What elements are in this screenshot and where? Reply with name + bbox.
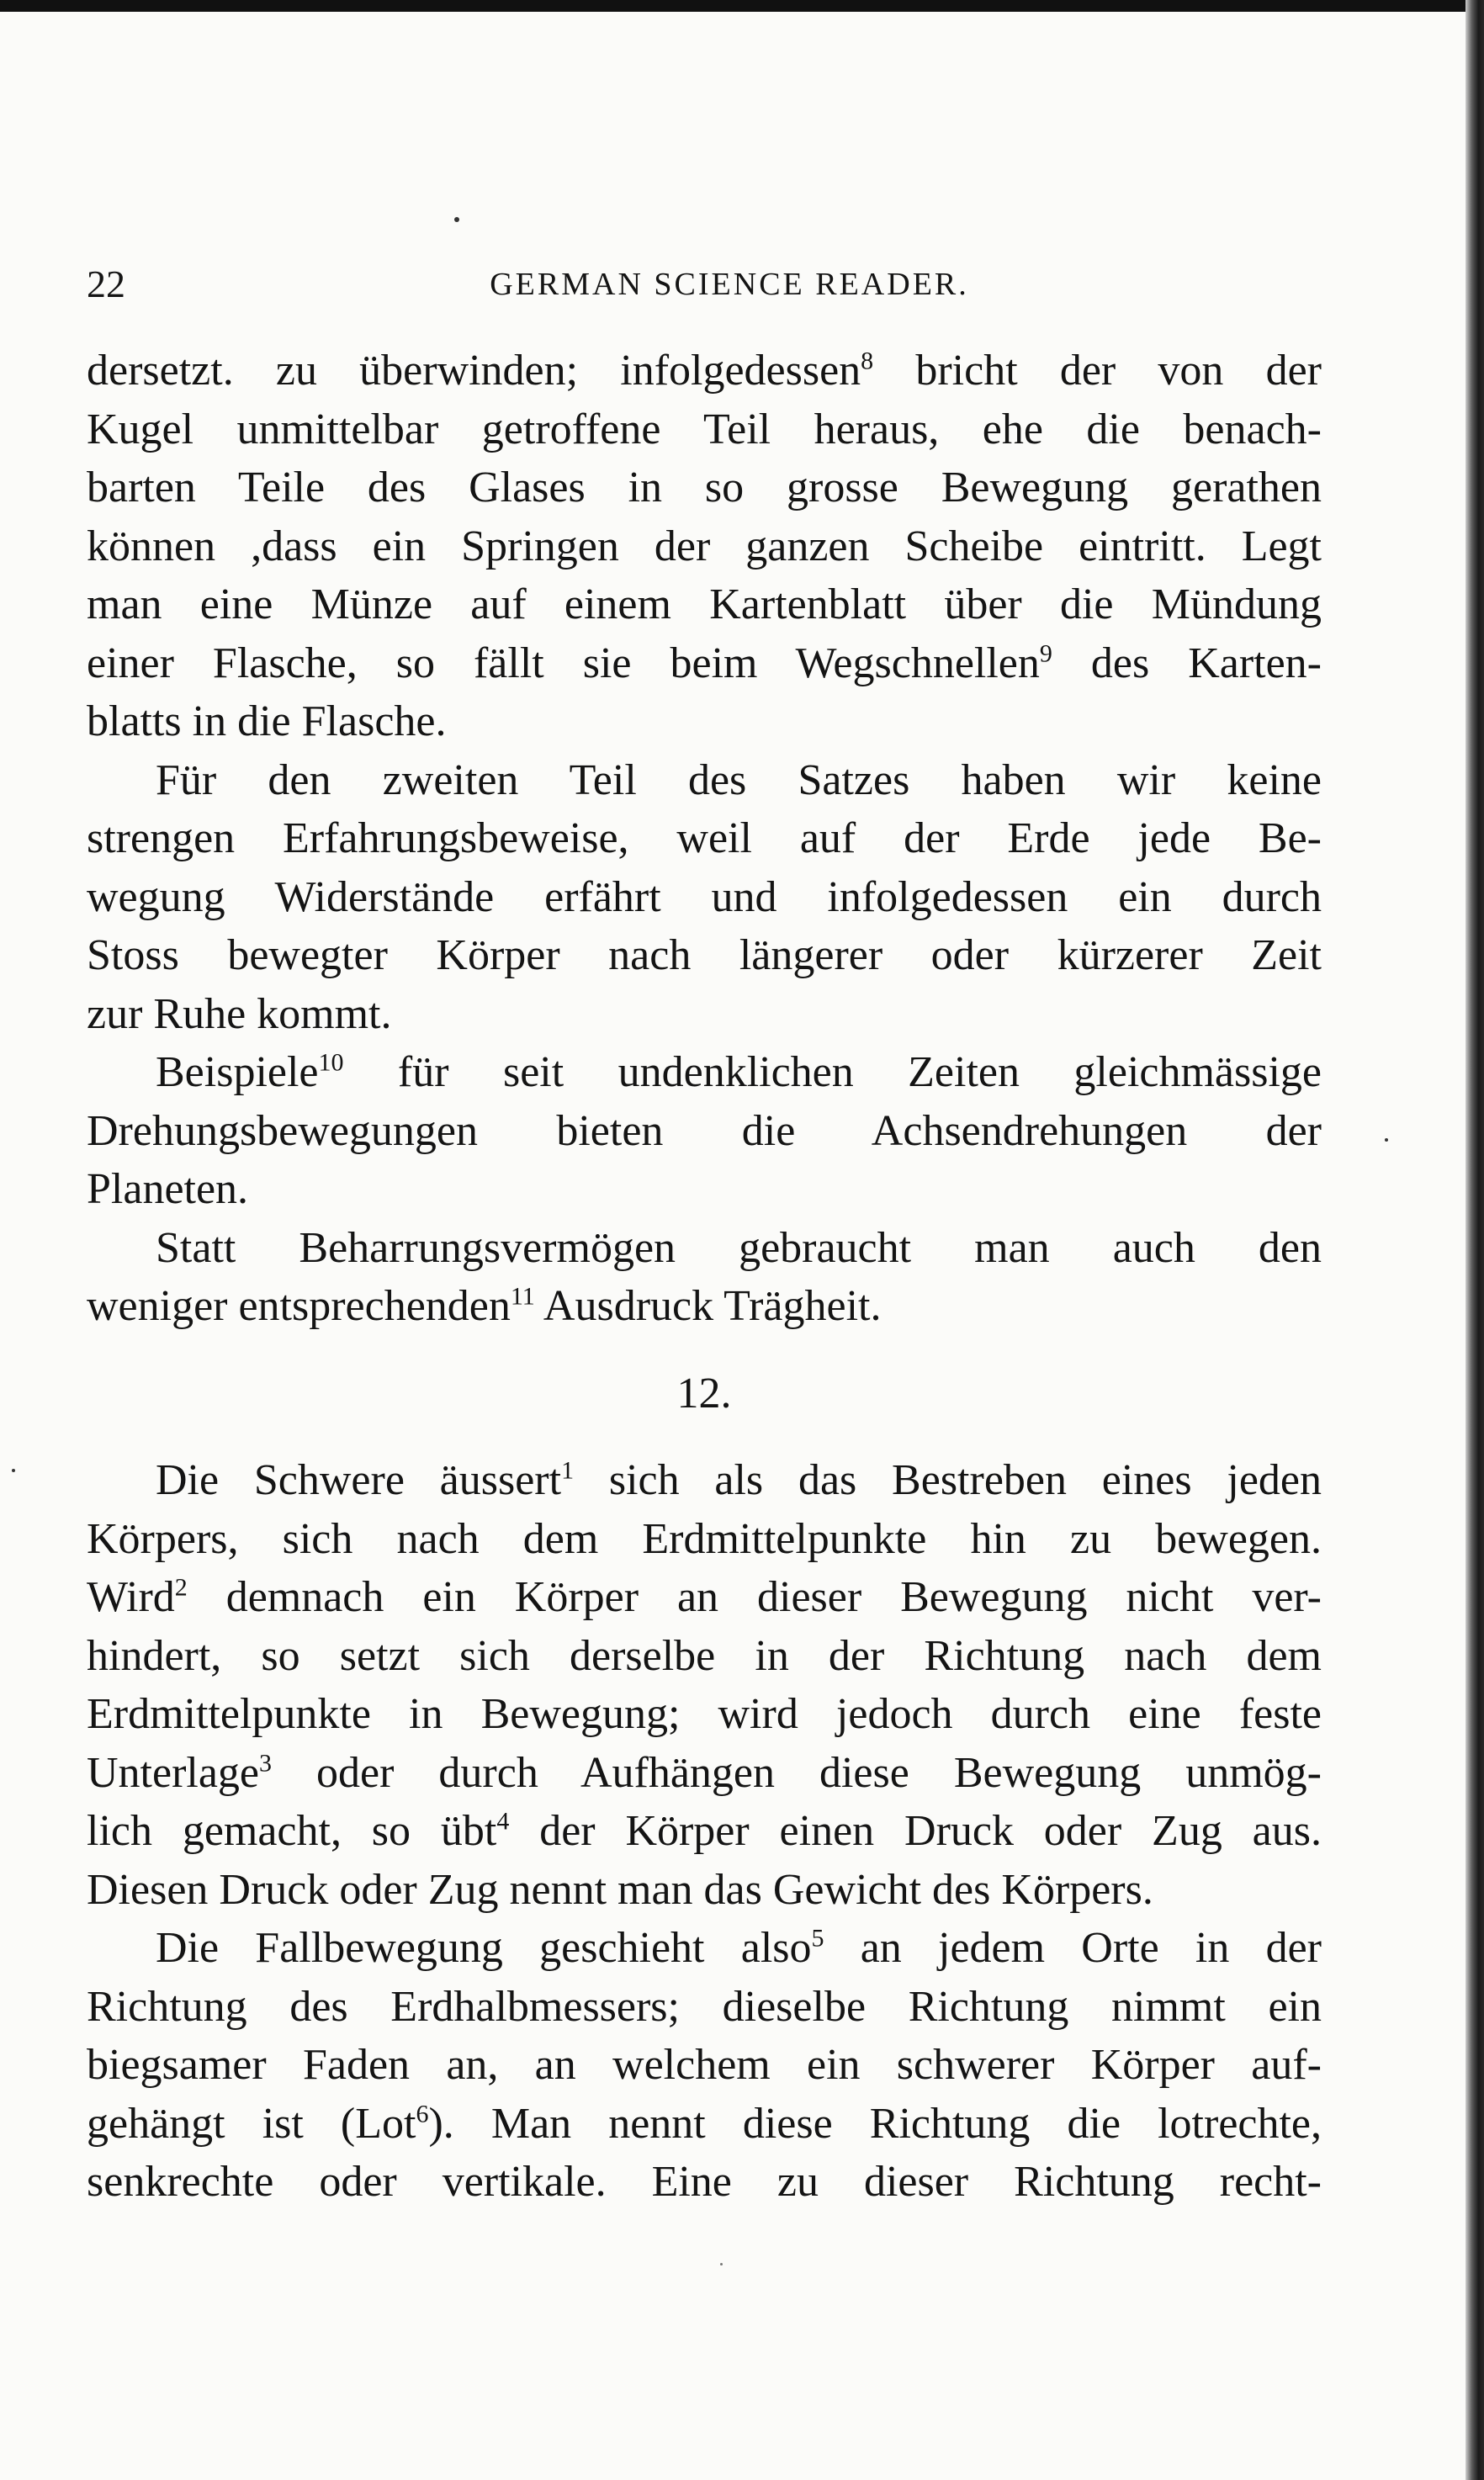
footnote-marker: 11 xyxy=(510,1282,535,1311)
text-line: können ,dass ein Springen der ganzen Scheibe eintritt. Legt xyxy=(87,522,1322,570)
text-line: Kugel unmittelbar getroffene Teil heraus, ehe die benach- xyxy=(87,405,1322,453)
text-line: Wird$^2$ demnach ein Körper an dieser Bewegung nicht ver- xyxy=(87,1573,1322,1621)
text-line: Richtung des Erdhalbmessers; dieselbe Richtung nimmt ein xyxy=(87,1982,1322,2031)
text-line: weniger entsprechenden$^{11}$ Ausdruck Trägheit. xyxy=(87,1282,882,1330)
footnote-marker: 6 xyxy=(416,2100,429,2128)
running-title: GERMAN SCIENCE READER. xyxy=(490,267,969,302)
text-line: blatts in die Flasche. xyxy=(87,697,447,745)
text-line: dersetzt. zu überwinden; infolgedessen$^8$ bricht der von der xyxy=(87,347,1322,395)
body-text xyxy=(87,342,1322,2212)
text-line: Unterlage$^3$ oder durch Aufhängen diese Bewegung unmög- xyxy=(87,1748,1322,1797)
text-line: Körpers, sich nach dem Erdmittelpunkte hin zu bewegen. xyxy=(87,1514,1322,1563)
scan-speck xyxy=(12,1469,15,1472)
paragraph-3 xyxy=(87,1043,1322,1219)
text-line: Die Fallbewegung geschieht also$^5$ an jedem Orte in der xyxy=(156,1924,1322,1972)
text-line: Statt Beharrungsvermögen gebraucht man auch den xyxy=(156,1223,1322,1272)
paragraph-4 xyxy=(87,1219,1322,1336)
text-line: biegsamer Faden an, an welchem ein schwerer Körper auf- xyxy=(87,2041,1322,2089)
paragraph-1 xyxy=(87,342,1322,751)
paragraph-5 xyxy=(87,1451,1322,1919)
scan-top-edge xyxy=(0,0,1484,12)
text-line: barten Teile des Glases in so grosse Bewegung gerathen xyxy=(87,464,1322,511)
scan-speck xyxy=(1385,1138,1388,1142)
paragraph-6 xyxy=(87,1919,1322,2212)
text-line: senkrechte oder vertikale. Eine zu dieser Richtung recht- xyxy=(87,2158,1322,2206)
footnote-marker: 2 xyxy=(174,1573,188,1602)
footnote-marker: 8 xyxy=(861,347,874,375)
footnote-marker: 5 xyxy=(811,1924,824,1953)
text-line: strengen Erfahrungsbeweise, weil auf der Erde jede Be- xyxy=(87,814,1322,862)
text-line: Erdmittelpunkte in Bewegung; wird jedoch durch eine feste xyxy=(87,1690,1322,1738)
text-line: einer Flasche, so fällt sie beim Wegschnellen$^9$ des Karten- xyxy=(87,639,1322,687)
footnote-marker: 10 xyxy=(318,1048,344,1077)
text-line: Planeten. xyxy=(87,1165,249,1213)
text-line: lich gemacht, so übt$^4$ der Körper einen Druck oder Zug aus. xyxy=(87,1807,1322,1855)
text-line: Beispiele$^{10}$ für seit undenklichen Zeiten gleichmässige xyxy=(156,1048,1322,1096)
footnote-marker: 4 xyxy=(496,1807,510,1836)
footnote-marker: 3 xyxy=(259,1749,273,1778)
footnote-marker: 9 xyxy=(1039,639,1052,668)
page-header xyxy=(87,259,1322,310)
text-line: zur Ruhe kommt. xyxy=(87,989,392,1038)
text-line: wegung Widerstände erfährt und infolgedessen ein durch xyxy=(87,872,1322,921)
footnote-marker: 1 xyxy=(561,1456,575,1485)
text-line: Stoss bewegter Körper nach längerer oder kürzerer Zeit xyxy=(87,931,1322,979)
text-line: Die Schwere äussert$^1$ sich als das Bestreben eines jeden xyxy=(156,1456,1322,1504)
text-line: gehängt ist (Lot$^6$). Man nennt diese Richtung die lotrechte, xyxy=(87,2099,1322,2148)
scan-right-edge xyxy=(1465,0,1484,2480)
scan-speck xyxy=(720,2263,723,2265)
page-number: 22 xyxy=(87,262,125,305)
section-number: 12. xyxy=(676,1369,732,1418)
text-line: Diesen Druck oder Zug nennt man das Gewicht des Körpers. xyxy=(87,1865,1153,1914)
paragraph-2 xyxy=(87,751,1322,1044)
text-line: Für den zweiten Teil des Satzes haben wir keine xyxy=(156,755,1322,804)
scan-speck xyxy=(454,217,459,222)
text-line: Drehungsbewegungen bieten die Achsendrehungen der xyxy=(87,1106,1322,1155)
text-line: man eine Münze auf einem Kartenblatt über die Mündung xyxy=(87,580,1322,628)
text-line: hindert, so setzt sich derselbe in der Richtung nach dem xyxy=(87,1631,1322,1680)
